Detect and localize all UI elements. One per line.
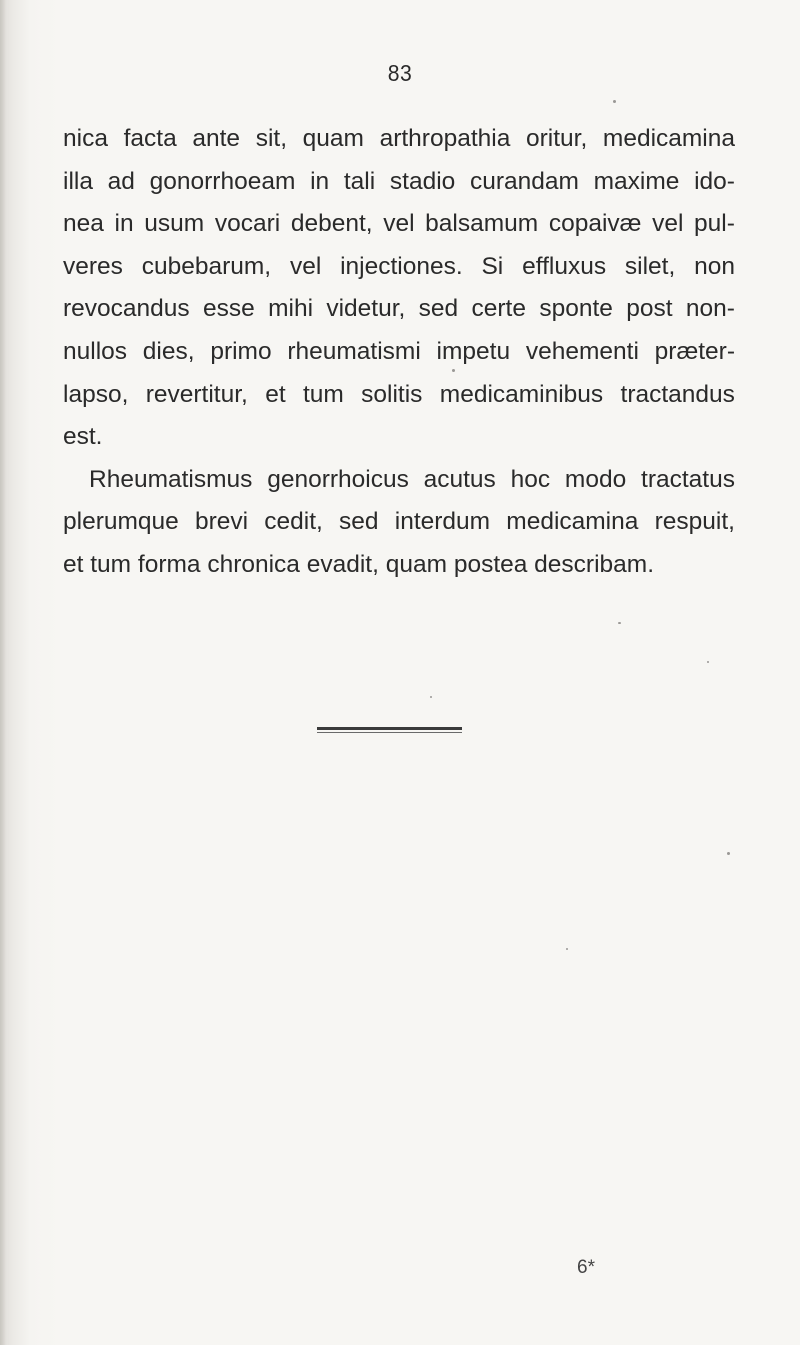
text-line: et tum forma chronica evadit, quam postea describam. bbox=[63, 550, 655, 578]
body-text bbox=[63, 118, 735, 587]
paper-speck bbox=[566, 948, 568, 950]
section-divider bbox=[317, 727, 462, 730]
paper-speck bbox=[452, 369, 455, 372]
paper-speck bbox=[707, 661, 709, 663]
gutter-shadow bbox=[0, 0, 6, 1345]
paper-speck bbox=[618, 622, 621, 624]
text-line: est. bbox=[63, 423, 103, 451]
text-line: veres cubebarum, vel injectiones. Si effluxus silet, non bbox=[63, 252, 735, 280]
text-line: revocandus esse mihi videtur, sed certe sponte post non- bbox=[63, 295, 735, 323]
section-divider-underline bbox=[317, 732, 462, 733]
text-line: plerumque brevi cedit, sed interdum medicamina respuit, bbox=[63, 508, 735, 536]
paper-speck bbox=[430, 696, 432, 698]
text-line: nica facta ante sit, quam arthropathia oritur, medicamina bbox=[63, 125, 735, 152]
text-line: lapso, revertitur, et tum solitis medicaminibus tractandus bbox=[63, 380, 735, 408]
paper-speck bbox=[613, 100, 616, 103]
paper-speck bbox=[727, 852, 730, 855]
text-line: nea in usum vocari debent, vel balsamum copaivæ vel pul- bbox=[63, 210, 735, 238]
page-number: 83 bbox=[387, 60, 413, 86]
text-line: illa ad gonorrhoeam in tali stadio curandam maxime ido- bbox=[63, 167, 735, 195]
signature-mark: 6* bbox=[577, 1257, 595, 1278]
text-line: Rheumatismus genorrhoicus acutus hoc modo tractatus bbox=[89, 465, 735, 493]
text-line: nullos dies, primo rheumatismi impetu vehementi præter- bbox=[63, 337, 735, 365]
